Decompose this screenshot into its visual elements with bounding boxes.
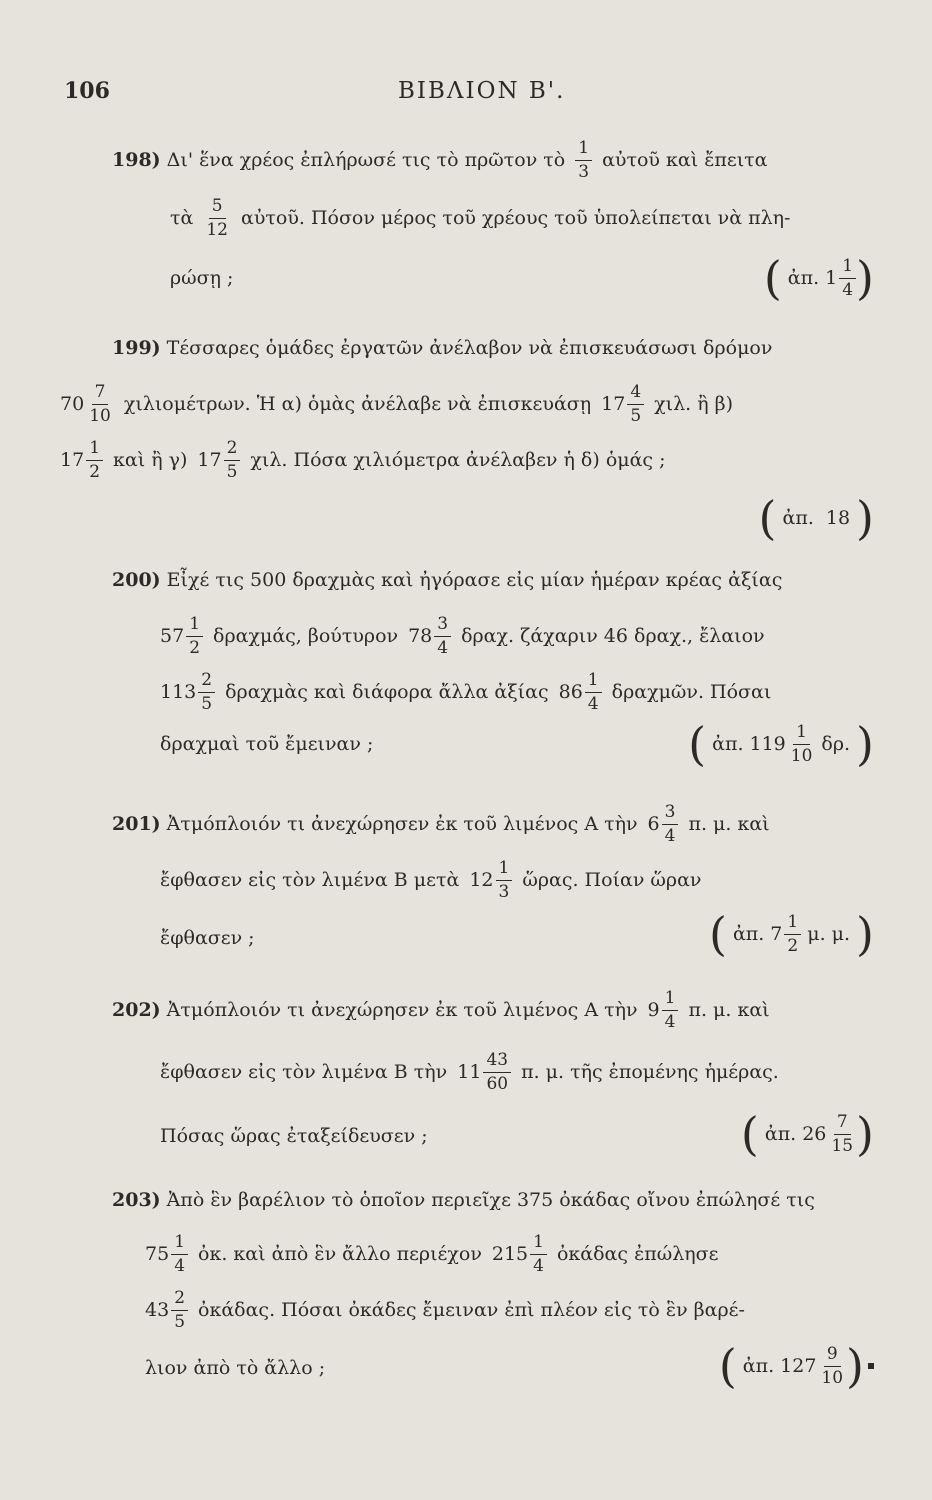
mixed-number — [647, 801, 679, 846]
problem-200-answer — [688, 716, 874, 772]
text-span: Τέσσαρες ὁμάδες ἐργατῶν ἀνέλαβον νὰ ἐπισκευάσωσι δρόμον — [166, 337, 773, 359]
text-span: αὐτοῦ καὶ ἔπειτα — [602, 149, 768, 171]
text-span: ὥρας. Ποίαν ὥραν — [522, 869, 702, 891]
whole: 6 — [647, 813, 660, 835]
text-span: δραχμὰς καὶ διάφορα ἄλλα ἀξίας — [225, 681, 549, 703]
mixed-number — [145, 1231, 188, 1276]
denominator: 4 — [664, 1011, 676, 1032]
denominator: 4 — [664, 825, 676, 846]
answer-unit: μ. μ. — [807, 923, 851, 945]
text-span: λιον ἀπὸ τὸ ἄλλο ; — [145, 1357, 326, 1379]
problem-201-line-3 — [160, 910, 265, 966]
numerator: 2 — [224, 440, 241, 461]
problem-201-line-2 — [160, 852, 711, 908]
mixed-number — [647, 987, 679, 1032]
answer-value: 18 — [825, 507, 851, 529]
fraction — [585, 669, 602, 714]
text-span: ἔφθασεν εἰς τὸν λιμένα Β τὴν — [160, 1061, 448, 1083]
text-span: π. μ. καὶ — [688, 813, 770, 835]
denominator: 10 — [821, 1367, 844, 1388]
text-span: ὀκάδας ἐπώλησε — [556, 1243, 719, 1265]
problem-202-answer — [741, 1106, 874, 1162]
answer-label: ἀπ. — [787, 267, 820, 289]
numerator: 1 — [171, 1234, 188, 1255]
mixed-number — [60, 437, 103, 482]
whole: 17 — [601, 393, 626, 415]
numerator: 7 — [834, 1114, 851, 1135]
problem-199-line-1 — [112, 320, 782, 376]
numerator: 9 — [824, 1346, 841, 1367]
denominator: 4 — [842, 279, 854, 300]
problem-198-line-3 — [170, 250, 243, 306]
whole: 17 — [197, 449, 222, 471]
mixed-number — [160, 669, 215, 714]
whole: 86 — [558, 681, 583, 703]
problem-202-line-3 — [160, 1108, 438, 1164]
mixed-number — [408, 613, 451, 658]
fraction — [828, 1111, 856, 1156]
whole: 17 — [60, 449, 85, 471]
text-span: π. μ. τῆς ἐπομένης ἡμέρας. — [521, 1061, 779, 1083]
paren-open: ( — [740, 1107, 759, 1161]
problem-203-line-3 — [145, 1282, 755, 1338]
mixed-number — [558, 669, 602, 714]
answer-label: ἀπ. — [732, 923, 765, 945]
problem-number: 198) — [112, 149, 161, 171]
denominator: 3 — [498, 881, 510, 902]
whole: 11 — [457, 1061, 482, 1083]
answer-unit: δρ. — [821, 733, 851, 755]
text-span: ὀκάδας. Πόσαι ὀκάδες ἔμειναν ἐπὶ πλέον εἰς τὸ ἓν βαρέ- — [198, 1299, 745, 1321]
fraction — [575, 137, 592, 182]
paren-open: ( — [688, 717, 707, 771]
numerator: 4 — [627, 384, 644, 405]
mixed-number — [60, 381, 114, 426]
text-span: ρώσῃ ; — [170, 267, 234, 289]
mixed-number — [457, 1049, 511, 1094]
whole: 113 — [160, 681, 197, 703]
numerator: 1 — [86, 440, 103, 461]
mixed-number — [160, 613, 203, 658]
denominator: 3 — [578, 161, 590, 182]
text-span: τὰ — [170, 207, 194, 229]
denominator: 5 — [630, 405, 642, 426]
problem-200-line-3 — [160, 664, 781, 720]
denominator: 12 — [206, 219, 228, 240]
fraction — [171, 1231, 188, 1276]
problem-199-line-3 — [60, 432, 676, 488]
denominator: 5 — [226, 461, 238, 482]
denominator: 4 — [587, 693, 599, 714]
numerator: 1 — [662, 990, 679, 1011]
running-title: ΒΙΒΛΙΟΝ Β'. — [398, 78, 566, 104]
answer-label: ἀπ. — [712, 733, 744, 755]
text-span: δραχ. ζάχαριν 46 δραχ., ἔλαιον — [461, 625, 765, 647]
mixed-number — [780, 1343, 846, 1388]
problem-number: 202) — [112, 999, 161, 1021]
whole: 127 — [780, 1355, 817, 1377]
denominator: 15 — [831, 1135, 854, 1156]
problem-200-line-2 — [160, 608, 775, 664]
paren-close: ) — [856, 907, 874, 961]
answer-label: ἀπ. — [764, 1123, 797, 1145]
text-span: Ἀτμόπλοιόν τι ἀνεχώρησεν ἐκ τοῦ λιμένος Α τὴν — [166, 813, 638, 835]
fraction — [186, 613, 203, 658]
text-span: Δι' ἕνα χρέος ἐπλήρωσέ τις τὸ πρῶτον τὸ — [166, 149, 566, 171]
denominator: 2 — [787, 935, 799, 956]
problem-203-line-1 — [112, 1172, 825, 1228]
whole: 9 — [647, 999, 660, 1021]
problem-203-line-4 — [145, 1340, 335, 1396]
mixed-number — [770, 911, 801, 956]
problem-198-line-2 — [170, 190, 800, 246]
mixed-number — [145, 1287, 188, 1332]
fraction — [224, 437, 241, 482]
denominator: 4 — [533, 1255, 544, 1276]
problem-201-line-1 — [112, 796, 780, 852]
problem-201-answer — [709, 906, 874, 962]
text-span: Πόσας ὥρας ἐταξείδευσεν ; — [160, 1125, 428, 1147]
whole: 12 — [469, 869, 494, 891]
whole: 26 — [802, 1123, 827, 1145]
numerator: 1 — [575, 140, 592, 161]
whole: 1 — [825, 267, 838, 289]
denominator: 2 — [189, 637, 201, 658]
fraction — [788, 721, 816, 766]
problem-199-answer — [759, 490, 874, 546]
answer-label: ἀπ. — [782, 507, 814, 529]
mixed-number — [825, 255, 856, 300]
paren-close: ) — [846, 1339, 864, 1393]
problem-198-line-1 — [112, 132, 778, 188]
text-span: π. μ. καὶ — [688, 999, 770, 1021]
text-span: χιλ. ἢ β) — [654, 393, 734, 415]
fraction — [434, 613, 451, 658]
problem-202-line-2 — [160, 1044, 789, 1100]
problem-number: 199) — [112, 337, 161, 359]
denominator: 5 — [174, 1311, 186, 1332]
problem-202-line-1 — [112, 982, 780, 1038]
numerator: 1 — [186, 616, 203, 637]
fraction — [171, 1287, 188, 1332]
fraction — [839, 255, 856, 300]
problem-number: 201) — [112, 813, 161, 835]
paren-open: ( — [758, 491, 777, 545]
text-span: αὐτοῦ. Πόσον μέρος τοῦ χρέους τοῦ ὑπολείπεται νὰ πλη- — [240, 207, 791, 229]
fraction — [483, 1049, 511, 1094]
text-span: ἔφθασεν ; — [160, 927, 255, 949]
fraction — [496, 857, 513, 902]
denominator: 2 — [89, 461, 101, 482]
denominator: 10 — [790, 745, 813, 766]
denominator: 5 — [201, 693, 213, 714]
denominator: 4 — [437, 637, 449, 658]
mixed-number — [197, 437, 240, 482]
paren-open: ( — [763, 251, 782, 305]
text-span: Ἀπὸ ἓν βαρέλιον τὸ ὁποῖον περιεῖχε 375 ὀκάδας οἴνου ἐπώλησέ τις — [166, 1189, 815, 1211]
fraction — [627, 381, 644, 426]
whole: 215 — [491, 1243, 529, 1265]
denominator: 4 — [174, 1255, 186, 1276]
text-span: Εἶχέ τις 500 δραχμὰς καὶ ἠγόρασε εἰς μίαν ἡμέραν κρέας ἀξίας — [166, 569, 783, 591]
fraction — [784, 911, 801, 956]
problem-number: 200) — [112, 569, 161, 591]
mixed-number — [469, 857, 512, 902]
whole: 70 — [60, 393, 85, 415]
numerator: 43 — [483, 1052, 511, 1073]
text-span: ἔφθασεν εἰς τὸν λιμένα Β μετὰ — [160, 869, 460, 891]
fraction — [662, 801, 679, 846]
fraction — [198, 669, 215, 714]
text-span: δραχμαὶ τοῦ ἔμειναν ; — [160, 733, 374, 755]
fraction — [203, 195, 231, 240]
denominator: 60 — [486, 1073, 509, 1094]
fraction — [530, 1231, 547, 1276]
mixed-number — [749, 721, 815, 766]
numerator: 1 — [839, 258, 856, 279]
denominator: 10 — [89, 405, 111, 426]
mixed-number — [802, 1111, 856, 1156]
problem-198-answer — [764, 250, 874, 306]
numerator: 3 — [434, 616, 451, 637]
problem-200-line-4 — [160, 716, 383, 772]
problem-200-line-1 — [112, 552, 792, 608]
fraction — [818, 1343, 846, 1388]
text-span: καὶ ἢ γ) — [113, 449, 188, 471]
numerator: 1 — [793, 724, 810, 745]
problem-199-line-2 — [60, 376, 743, 432]
end-mark — [868, 1363, 874, 1369]
paren-close: ) — [856, 717, 874, 771]
whole: 43 — [145, 1299, 170, 1321]
text-span: χιλιομέτρων. Ἡ α) ὁμὰς ἀνέλαβε νὰ ἐπισκευάσῃ — [123, 393, 592, 415]
problem-203-answer — [719, 1338, 874, 1394]
numerator: 7 — [92, 384, 109, 405]
numerator: 1 — [530, 1234, 547, 1255]
problem-number: 203) — [112, 1189, 161, 1211]
fraction — [662, 987, 679, 1032]
whole: 119 — [749, 733, 786, 755]
numerator: 3 — [662, 804, 679, 825]
mixed-number — [491, 1231, 547, 1276]
text-span: χιλ. Πόσα χιλιόμετρα ἀνέλαβεν ἡ δ) ὁμάς ; — [250, 449, 666, 471]
numerator: 1 — [784, 914, 801, 935]
paren-close: ) — [856, 251, 874, 305]
paren-open: ( — [718, 1339, 737, 1393]
paren-close: ) — [856, 491, 874, 545]
whole: 75 — [145, 1243, 170, 1265]
problem-203-line-2 — [145, 1226, 728, 1282]
numerator: 2 — [198, 672, 215, 693]
numerator: 2 — [171, 1290, 188, 1311]
mixed-number — [601, 381, 644, 426]
text-span: Ἀτμόπλοιόν τι ἀνεχώρησεν ἐκ τοῦ λιμένος Α τὴν — [166, 999, 638, 1021]
numerator: 5 — [209, 198, 226, 219]
whole: 7 — [770, 923, 783, 945]
text-span: δραχμῶν. Πόσαι — [611, 681, 772, 703]
whole: 57 — [160, 625, 185, 647]
numerator: 1 — [585, 672, 602, 693]
paren-open: ( — [708, 907, 727, 961]
fraction — [86, 381, 114, 426]
page-number: 106 — [64, 78, 110, 104]
text-span: δραχμάς, βούτυρον — [213, 625, 399, 647]
paren-close: ) — [856, 1107, 874, 1161]
fraction — [86, 437, 103, 482]
running-header — [0, 78, 932, 118]
answer-label: ἀπ. — [742, 1355, 775, 1377]
whole: 78 — [408, 625, 433, 647]
numerator: 1 — [496, 860, 513, 881]
text-span: ὀκ. καὶ ἀπὸ ἓν ἄλλο περιέχον — [198, 1243, 482, 1265]
